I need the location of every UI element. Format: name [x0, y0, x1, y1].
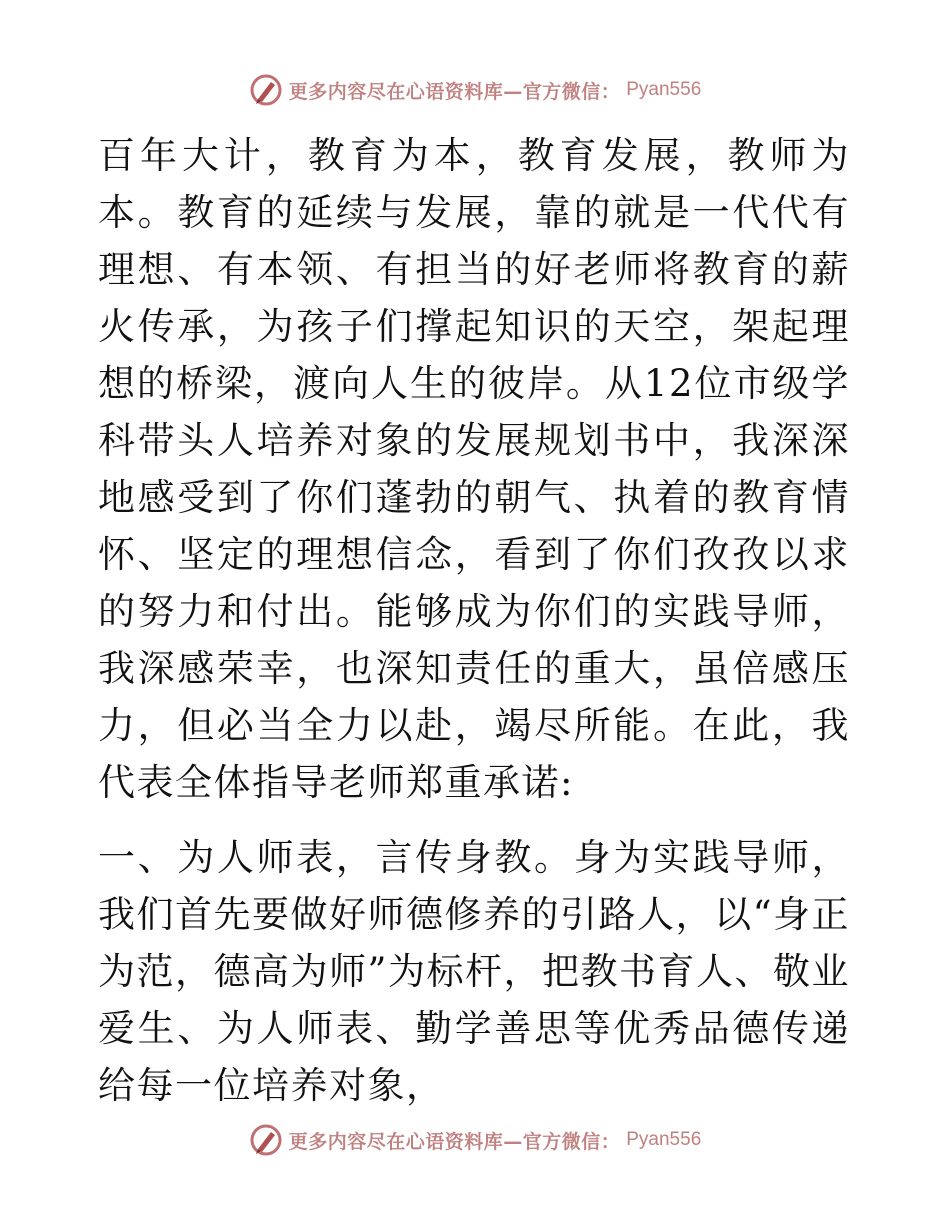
- paragraph-point-one: 一、为人师表，言传身教。身为实践导师，我们首先要做好师德修养的引路人，以“身正为范，德高为师”为标杆，把教书育人、敬业爱生、为人师表、勤学善思等优秀品德传递给每一位培养对象，: [98, 836, 850, 1107]
- banner-text: 更多内容尽在心语资料库—官方微信：: [288, 1130, 621, 1153]
- paragraph-intro: 百年大计，教育为本，教育发展，教师为本。教育的延续与发展，靠的就是一代代有理想、有本领、有担当的好老师将教育的薪火传承，为孩子们撑起知识的天空，架起理想的桥梁，渡向人生的彼岸。从12位市级学科带头人培养对象的发展规划书中，我深深地感受到了你们蓬勃的朝气、执着的教育情怀、坚定的理想信念，看到了你们孜孜以求的努力和付出。能够成为你们的实践导师，我深感荣幸，也深知责任的重大，虽倍感压力，但必当全力以赴，竭尽所能。在此，我代表全体指导老师郑重承诺:: [98, 134, 850, 804]
- banner-text: 更多内容尽在心语资料库—官方微信：: [288, 80, 621, 103]
- banner-wechat-id: Pyan556: [626, 1129, 702, 1150]
- footer-watermark-banner: [0, 1120, 950, 1160]
- pen-logo-icon: [249, 73, 283, 107]
- pen-logo-icon: [249, 1123, 283, 1157]
- document-body: [98, 127, 850, 1114]
- header-watermark-banner: [0, 70, 950, 110]
- banner-wechat-id: Pyan556: [626, 79, 702, 100]
